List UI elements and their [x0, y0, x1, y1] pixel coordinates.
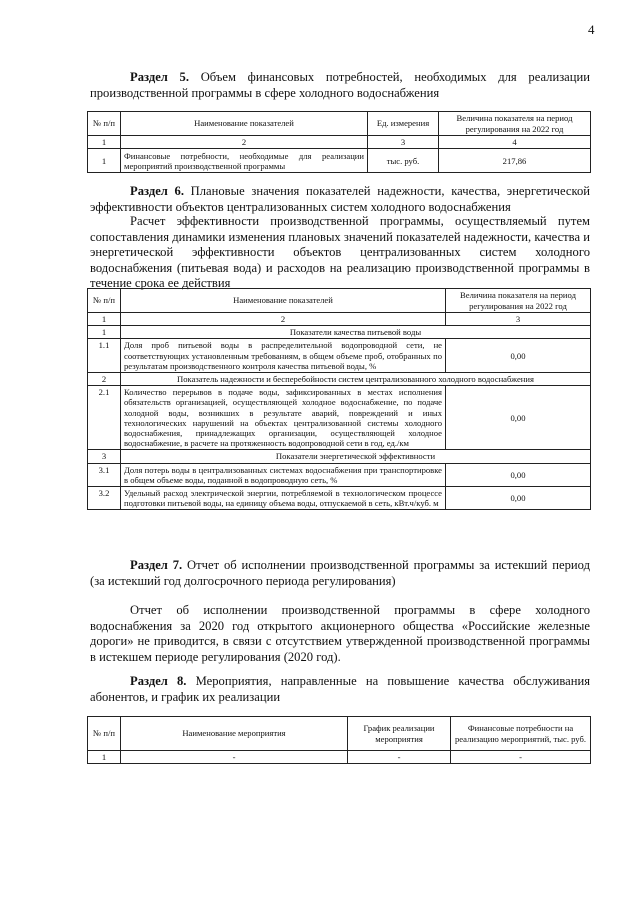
s5-header-num: № п/п	[88, 112, 121, 136]
s5-row-value: 217,86	[439, 149, 591, 173]
s6-row7-num: 3.2	[88, 487, 121, 510]
s6-row6-num: 3.1	[88, 463, 121, 486]
s6-row5-name: Показатели энергетической эффективности	[121, 450, 591, 463]
s5-colnum-4: 4	[439, 136, 591, 149]
table-row	[88, 386, 591, 450]
s8-row-cost: -	[451, 751, 591, 764]
s6-row2-name: Доля проб питьевой воды в распределительной водопроводной сети, не соответствующих установленным требованиям, в общем объеме проб, отобранных по результатам производственного контроля качества питьевой воды, %	[121, 339, 446, 373]
s8-row-schedule: -	[348, 751, 451, 764]
table-row	[88, 149, 591, 173]
s5-row-name: Финансовые потребности, необходимые для реализации мероприятий производственной программы	[121, 149, 368, 173]
s6-row3-num: 2	[88, 373, 121, 386]
s6-header-name: Наименование показателей	[121, 289, 446, 313]
s5-header-value: Величина показателя на период регулирования на 2022 год	[439, 112, 591, 136]
s5-colnum-3: 3	[368, 136, 439, 149]
s6-row7-name: Удельный расход электрической энергии, потребляемой в технологическом процессе подготовки питьевой воды, на единицу объема воды, отпускаемой в сеть, кВт.ч/куб. м	[121, 487, 446, 510]
page-number: 4	[588, 22, 595, 37]
s6-row6-value: 0,00	[446, 463, 591, 486]
section6-heading	[90, 184, 590, 215]
s6-row5-num: 3	[88, 450, 121, 463]
section5-heading	[90, 70, 590, 101]
s6-row1-name: Показатели качества питьевой воды	[121, 326, 591, 339]
section6-text: Плановые значения показателей надежности, качества, энергетической эффективности объектов централизованных систем холодного водоснабжения	[90, 184, 590, 214]
s8-header-num: № п/п	[88, 717, 121, 751]
section6-table	[87, 288, 591, 510]
section5-table	[87, 111, 591, 173]
section8-text: Мероприятия, направленные на повышение качества обслуживания абонентов, и график их реализации	[90, 674, 590, 704]
section8-heading	[90, 674, 590, 705]
s5-row-unit: тыс. руб.	[368, 149, 439, 173]
s8-header-schedule: График реализации мероприятия	[348, 717, 451, 751]
s6-colnum-3: 3	[446, 313, 591, 326]
s6-header-value: Величина показателя на период регулирования на 2022 год	[446, 289, 591, 313]
table-row	[88, 751, 591, 764]
s8-row-num: 1	[88, 751, 121, 764]
s6-row4-value: 0,00	[446, 386, 591, 450]
section8-table	[87, 716, 591, 764]
s6-header-num: № п/п	[88, 289, 121, 313]
section7-heading	[90, 558, 590, 589]
section7-paragraph: Отчет об исполнении производственной программы в сфере холодного водоснабжения за 2020 год открытого акционерного общества «Российские железные дороги» не приводится, в связи с отсутствием утвержденной производственной программы в истекшем периоде регулирования (2020 год).	[90, 603, 590, 664]
s6-colnum-2: 2	[121, 313, 446, 326]
s6-row2-num: 1.1	[88, 339, 121, 373]
s8-header-cost: Финансовые потребности на реализацию мероприятий, тыс. руб.	[451, 717, 591, 751]
s5-colnum-2: 2	[121, 136, 368, 149]
table-row	[88, 487, 591, 510]
s6-row2-value: 0,00	[446, 339, 591, 373]
s5-header-unit: Ед. измерения	[368, 112, 439, 136]
s6-row6-name: Доля потерь воды в централизованных системах водоснабжения при транспортировке в общем объеме воды, поданной в водопроводную сеть, %	[121, 463, 446, 486]
s6-colnum-1: 1	[88, 313, 121, 326]
section7-text: Отчет об исполнении производственной программы за истекший период (за истекший год долгосрочного периода регулирования)	[90, 558, 590, 588]
s6-row1-num: 1	[88, 326, 121, 339]
section5-label: Раздел 5.	[130, 70, 189, 84]
s5-colnum-1: 1	[88, 136, 121, 149]
s6-row4-num: 2.1	[88, 386, 121, 450]
table-row	[88, 339, 591, 373]
s5-header-name: Наименование показателей	[121, 112, 368, 136]
section6-label: Раздел 6.	[130, 184, 184, 198]
table-section-row	[88, 373, 591, 386]
s6-row3-name: Показатель надежности и бесперебойности систем централизованного холодного водоснабжения	[121, 373, 591, 386]
table-row	[88, 463, 591, 486]
section5-text: Объем финансовых потребностей, необходимых для реализации производственной программы в сфере холодного водоснабжения	[90, 70, 590, 100]
s6-row7-value: 0,00	[446, 487, 591, 510]
section6-paragraph: Расчет эффективности производственной программы, осуществляемый путем сопоставления динамики изменения плановых значений показателей надежности, качества и энергетической эффективности объектов централизованных систем холодного водоснабжения (питьевая вода) и расходов на реализацию производственной программы в течение срока ее действия	[90, 214, 590, 290]
table-section-row	[88, 450, 591, 463]
section7-label: Раздел 7.	[130, 558, 183, 572]
table-section-row	[88, 326, 591, 339]
s8-row-name: -	[121, 751, 348, 764]
s8-header-name: Наименование мероприятия	[121, 717, 348, 751]
section8-label: Раздел 8.	[130, 674, 187, 688]
s6-row4-name: Количество перерывов в подаче воды, зафиксированных в местах исполнения обязательств организацией, осуществляющей холодное водоснабжение, по подаче холодной воды, возникших в результате аварий, повреждений и иных технологических нарушений на объектах централизованной системы холодного водоснабжения, принадлежащих организации, осуществляющей холодное водоснабжение, в расчете на протяженность водопроводной сети в год, ед./км	[121, 386, 446, 450]
s5-row-num: 1	[88, 149, 121, 173]
